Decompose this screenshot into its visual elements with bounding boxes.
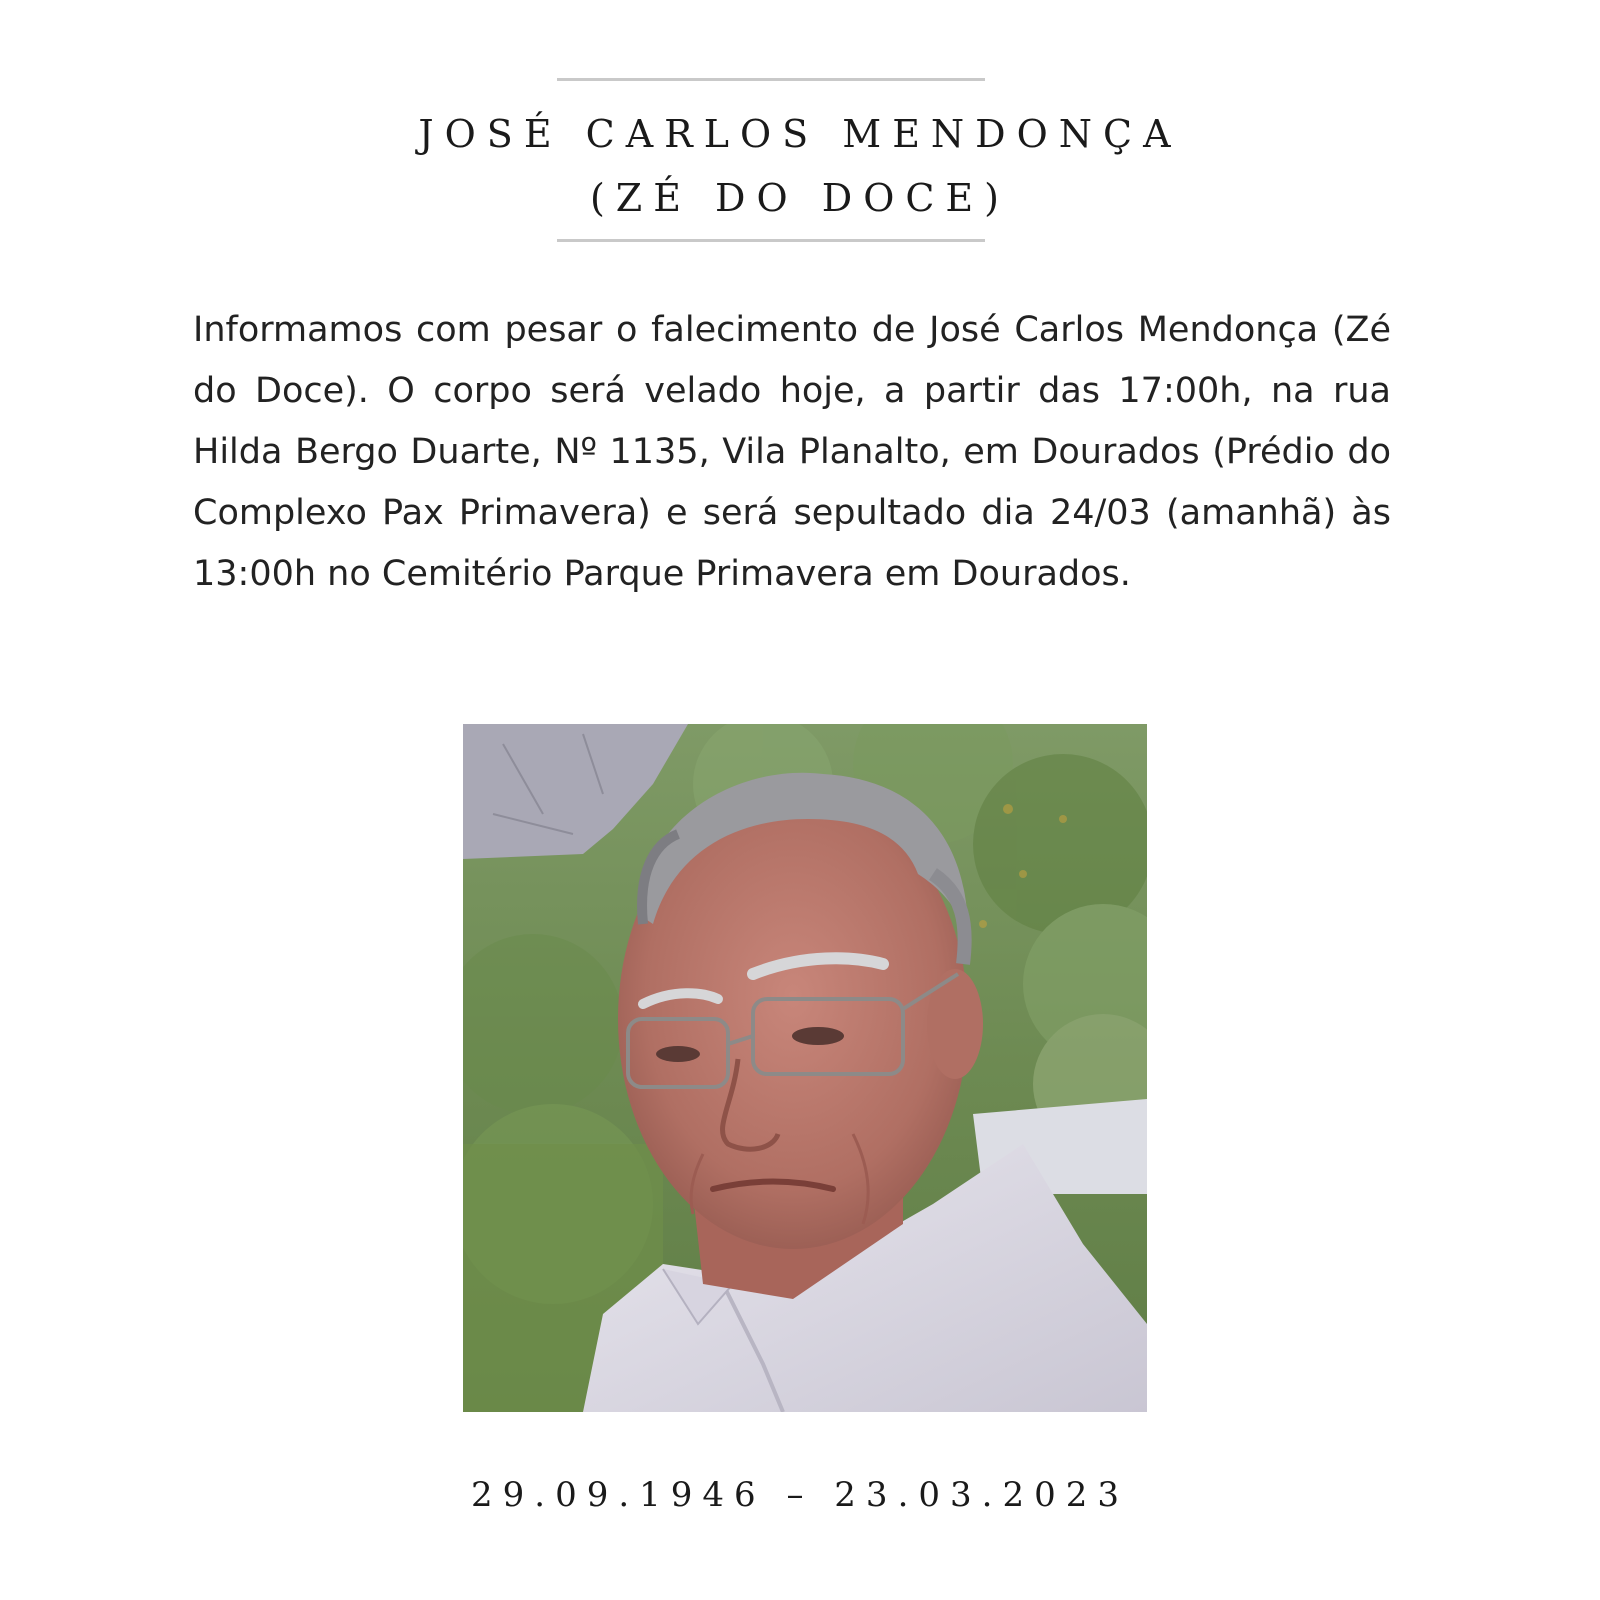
portrait-photo — [463, 724, 1147, 1412]
top-divider — [557, 78, 985, 81]
name-line-2: (ZÉ DO DOCE) — [589, 176, 1010, 220]
name-line-1: JOSÉ CARLOS MENDONÇA — [418, 112, 1182, 156]
bottom-divider — [557, 239, 985, 242]
announcement-paragraph: Informamos com pesar o falecimento de José Carlos Mendonça (Zé do Doce). O corpo será velado hoje, a partir das 17:00h, na rua Hilda Bergo Duarte, Nº 1135, Vila Planalto, em Dourados (Prédio do Complexo Pax Primavera) e será sepultado dia 24/03 (amanhã) às 13:00h no Cemitério Parque Primavera em Dourados. — [193, 310, 1391, 594]
life-dates: 29.09.1946 – 23.03.2023 — [471, 1475, 1129, 1515]
deceased-name-heading — [300, 102, 1300, 230]
